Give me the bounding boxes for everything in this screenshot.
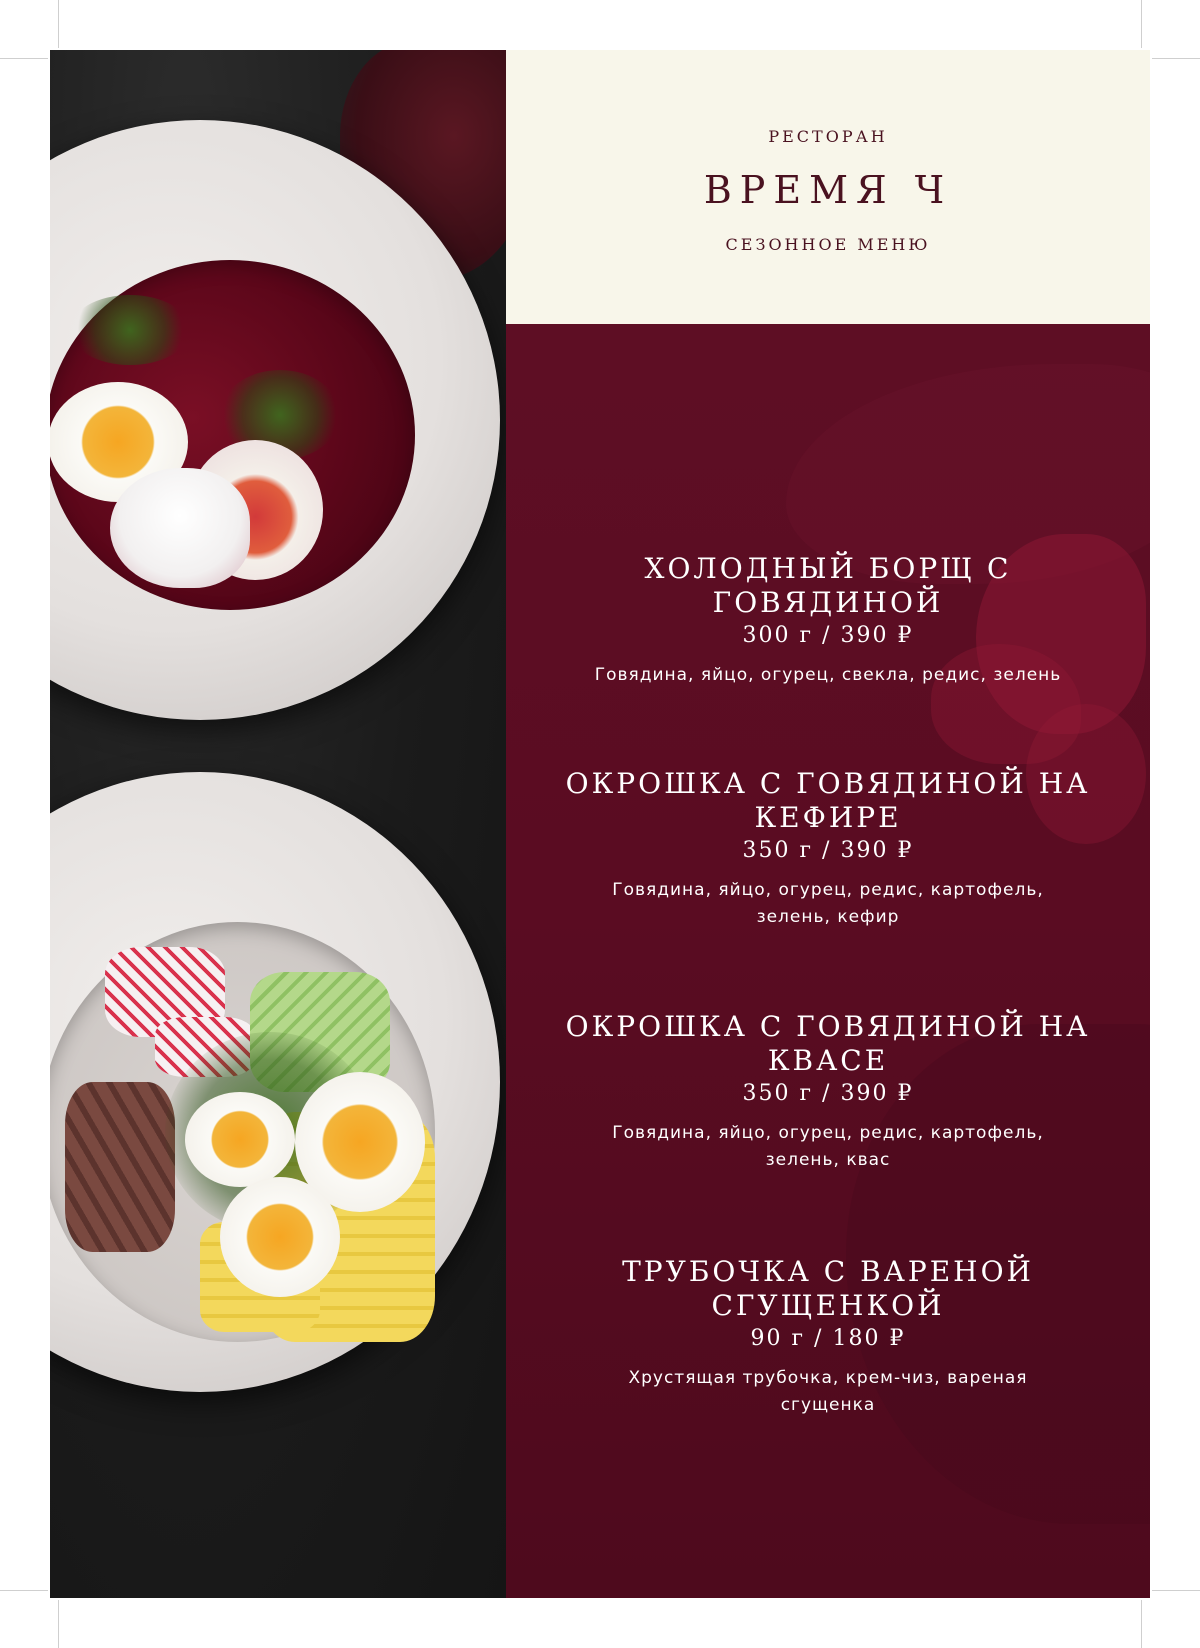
egg-half — [185, 1092, 295, 1187]
crop-mark — [0, 1590, 48, 1591]
crop-mark — [1141, 1600, 1142, 1648]
okroshka-plate — [50, 772, 500, 1392]
header-kicker: РЕСТОРАН — [768, 127, 888, 146]
egg-half — [220, 1177, 340, 1297]
dish-name: ОКРОШКА С ГОВЯДИНОЙ НА КВАСЕ — [565, 1010, 1091, 1077]
beef-pieces — [65, 1082, 175, 1252]
dish-description: Говядина, яйцо, огурец, редис, картофель, зелень, кефир — [612, 880, 1044, 927]
dish-description: Хрустящая трубочка, крем-чиз, вареная сгущенка — [628, 1368, 1028, 1415]
dish-price: 90 г / 180 ₽ — [750, 1326, 906, 1351]
menu-subtitle: СЕЗОННОЕ МЕНЮ — [725, 235, 931, 254]
crop-mark — [58, 1600, 59, 1648]
dish-name: ХОЛОДНЫЙ БОРЩ С ГОВЯДИНОЙ — [644, 552, 1012, 619]
dish-price: 350 г / 390 ₽ — [742, 1081, 914, 1106]
dish-name: ОКРОШКА С ГОВЯДИНОЙ НА КЕФИРЕ — [565, 767, 1091, 834]
menu-item — [536, 1010, 1120, 1174]
food-photo — [50, 50, 506, 1598]
dish-description: Говядина, яйцо, огурец, редис, картофель, зелень, квас — [612, 1123, 1044, 1170]
dish-description: Говядина, яйцо, огурец, свекла, редис, зелень — [594, 665, 1062, 685]
restaurant-name: ВРЕМЯ Ч — [703, 168, 953, 212]
menu-sheet — [50, 50, 1150, 1598]
dish-price: 300 г / 390 ₽ — [742, 623, 914, 648]
menu-item — [536, 1255, 1120, 1419]
menu-item — [536, 767, 1120, 931]
menu-header — [506, 50, 1150, 324]
dish-name: ТРУБОЧКА С ВАРЕНОЙ СГУЩЕНКОЙ — [622, 1255, 1034, 1322]
crop-mark — [1152, 1590, 1200, 1591]
crop-mark — [58, 0, 59, 48]
crop-mark — [0, 58, 48, 59]
menu-items-panel — [506, 324, 1150, 1598]
sour-cream — [110, 468, 250, 588]
dish-price: 350 г / 390 ₽ — [742, 838, 914, 863]
crop-mark — [1141, 0, 1142, 48]
dill-garnish — [70, 295, 190, 365]
crop-mark — [1152, 58, 1200, 59]
menu-item — [536, 552, 1120, 689]
